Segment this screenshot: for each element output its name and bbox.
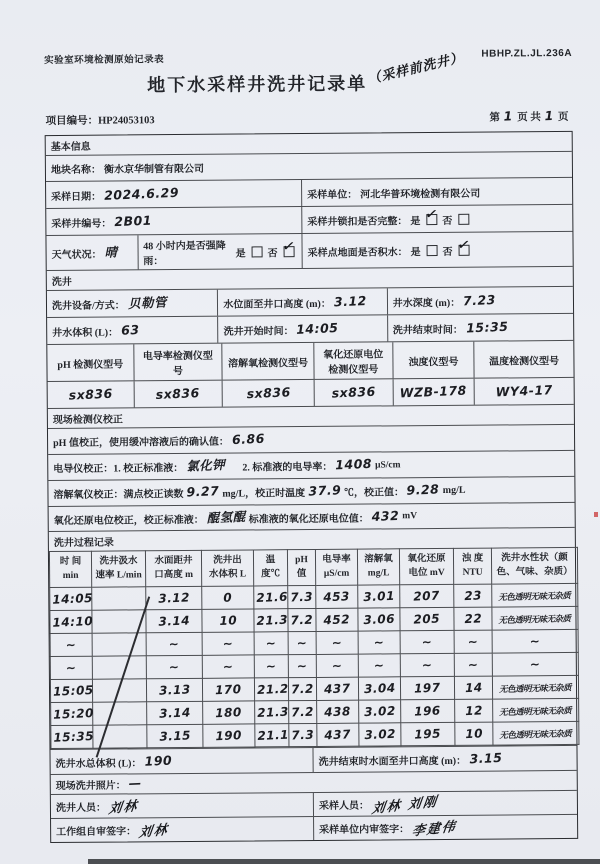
- process-cell: ~: [358, 654, 400, 677]
- process-cell: 7.3: [288, 585, 316, 608]
- process-cell: 180: [203, 701, 255, 724]
- form-title: 地下水采样井洗井记录单: [147, 73, 368, 96]
- page-current-handwritten: 1: [503, 108, 514, 124]
- self-review-label: 工作组自审签字：: [56, 826, 137, 839]
- process-cell: 无色透明无味无杂质: [493, 698, 579, 722]
- orp-standard-solution: 醌氢醌: [206, 508, 246, 526]
- process-cell: ~: [288, 654, 316, 677]
- rain-label: 48 小时内是否强降雨：: [143, 240, 226, 268]
- column-header: 洗井水性状（颜 色、气味、杂质）: [491, 547, 577, 584]
- page-mid: 页 共: [517, 112, 541, 124]
- cond-standard-value: 1408: [334, 456, 373, 473]
- process-cell: ~: [492, 652, 578, 676]
- process-cell: 3.04: [358, 677, 400, 700]
- process-cell: 207: [400, 584, 454, 607]
- yes-checkbox: [427, 245, 438, 256]
- process-cell: 190: [203, 724, 255, 747]
- process-cell: 3.06: [358, 608, 400, 631]
- process-cell: 3.13: [146, 678, 202, 701]
- basic-info-header: 基本信息: [50, 141, 91, 154]
- scanned-form-sheet: [44, 48, 578, 843]
- end-height-value: 3.15: [468, 749, 503, 767]
- process-cell: 437: [317, 723, 359, 746]
- washer-label: 洗井人员：: [55, 802, 106, 815]
- process-cell: ~: [492, 629, 578, 653]
- column-header: 浊 度 NTU: [453, 548, 491, 584]
- site-name-label: 地块名称：: [50, 164, 101, 177]
- document-type-label: 实验室环境检测原始记录表: [44, 55, 165, 67]
- self-review-signature: 刘林: [137, 822, 170, 842]
- process-header: 洗井过程记录: [53, 537, 114, 550]
- process-cell: 无色透明无味无杂质: [492, 675, 578, 699]
- process-cell: [92, 633, 146, 656]
- process-cell: 21.3: [255, 701, 289, 724]
- process-cell: 无色透明无味无杂质: [493, 721, 579, 745]
- ph-calibration-label: pH 值校正，使用缓冲溶液后的确认值：: [53, 436, 229, 450]
- ph-meter-model: sx836: [68, 385, 113, 403]
- process-table: [49, 547, 580, 749]
- process-cell: ~: [50, 633, 92, 656]
- orp-unit: mV: [402, 511, 418, 522]
- table-row: [51, 721, 579, 748]
- check-icon: ✓: [281, 236, 297, 257]
- ph-calibration-value: 6.86: [231, 431, 266, 448]
- process-cell: 437: [316, 677, 358, 700]
- process-cell: 3.02: [359, 700, 401, 723]
- orp-calibration-row: [49, 502, 575, 531]
- weather-value: 晴: [104, 244, 118, 260]
- scan-artifact-red: [594, 512, 598, 517]
- do-meter-header: 溶解氧检测仪型号: [228, 357, 309, 370]
- process-cell: ~: [288, 631, 316, 654]
- process-cell: ~: [254, 655, 288, 678]
- process-cell: 14:10: [50, 610, 92, 633]
- do-reading: 9.27: [186, 483, 220, 500]
- sampling-org-value: 河北华普环境检测有限公司: [360, 188, 481, 201]
- site-name-row: [46, 151, 572, 181]
- no-checkbox: [458, 214, 469, 225]
- process-cell: 21.3: [254, 609, 288, 632]
- column-header: pH 值: [287, 549, 315, 585]
- ph-meter-header: pH 检测仪型号: [57, 358, 124, 371]
- washer-signature: 刘林: [107, 798, 140, 818]
- temp-meter-model: WY4-17: [495, 381, 554, 400]
- process-cell: 无色透明无味无杂质: [492, 606, 578, 630]
- no-label: 否: [267, 247, 278, 259]
- conductivity-meter-model: sx836: [155, 384, 201, 402]
- orp-meter-model: sx836: [331, 383, 376, 401]
- project-number-label: 项目编号：: [45, 115, 99, 128]
- process-cell: ~: [202, 655, 254, 678]
- process-cell: 15:20: [51, 702, 93, 725]
- column-header: 洗井汲水 速率 L/min: [91, 551, 145, 587]
- photo-value: —: [128, 775, 143, 791]
- date-org-row: [46, 177, 572, 208]
- process-cell: ~: [454, 653, 492, 676]
- ponding-label: 采样点地面是否积水：: [307, 246, 408, 259]
- process-cell: 205: [400, 607, 454, 630]
- well-depth-label: 井水深度 (m)：: [392, 297, 461, 309]
- process-cell: ~: [316, 631, 358, 654]
- process-cell: ~: [400, 653, 454, 676]
- sampling-date-label: 采样日期：: [51, 191, 102, 203]
- temp-meter-header: 温度检测仪型号: [489, 355, 560, 368]
- do-meter-model: sx836: [245, 384, 291, 402]
- process-cell: 14: [454, 676, 492, 699]
- do-calibration-row: [48, 476, 574, 506]
- sampling-date-value: 2024.6.29: [103, 184, 180, 203]
- weather-label: 天气状况：: [51, 249, 102, 261]
- yes-checkbox: [252, 246, 263, 257]
- well-number-value: 2B01: [114, 212, 153, 229]
- cond-unit: μS/cm: [375, 459, 401, 470]
- do-cal-label-3: ℃，校正值：: [343, 487, 404, 499]
- instrument-model-row: [48, 377, 574, 408]
- photo-row: [51, 770, 577, 794]
- process-cell: 3.02: [359, 723, 401, 746]
- process-cell: ~: [454, 630, 492, 653]
- process-cell: [93, 702, 147, 725]
- process-cell: 3.12: [146, 586, 202, 609]
- do-temp: 37.9: [307, 482, 342, 499]
- cond-standard-solution: 氯化钾: [185, 457, 226, 474]
- conductivity-calibration-row: [48, 450, 574, 480]
- column-header: 温 度℃: [253, 550, 287, 586]
- process-cell: 195: [401, 722, 455, 745]
- total-volume-label: 洗井水总体积 (L)：: [55, 757, 142, 770]
- process-cell: 7.2: [288, 608, 316, 631]
- record-table: [45, 131, 579, 843]
- process-cell: 3.15: [147, 724, 203, 747]
- process-cell: 21.6: [254, 586, 288, 609]
- device-depth-row: [47, 286, 573, 317]
- well-volume-label: 井水体积 (L)：: [52, 327, 119, 339]
- yes-label: 是: [410, 215, 421, 227]
- conductivity-meter-header: 电导率检测仪型号: [142, 350, 213, 378]
- turbidity-meter-model: WZB-178: [399, 382, 468, 401]
- no-checkbox: [281, 236, 297, 257]
- process-cell: 21.2: [254, 678, 288, 701]
- process-cell: 438: [317, 700, 359, 723]
- process-cell: 10: [202, 609, 254, 632]
- yes-label: 是: [410, 246, 421, 258]
- cond-cal-label-1: 电导仪校正：1. 校正标准液：: [53, 462, 184, 476]
- do-value: 9.28: [406, 481, 441, 499]
- do-cal-label-2: mg/L，校正时温度: [222, 488, 306, 500]
- section-calibration: [48, 404, 574, 428]
- instrument-header-row: [47, 340, 573, 381]
- water-height-label: 水位面至井口高度 (m)：: [223, 298, 331, 311]
- process-cell: 452: [316, 608, 358, 631]
- process-cell: 15:05: [50, 679, 92, 702]
- end-time-value: 15:35: [465, 318, 509, 336]
- start-time-label: 洗井开始时间：: [223, 325, 294, 338]
- process-cell: ~: [146, 655, 202, 678]
- cond-cal-label-2: 2. 标准液的电导率：: [242, 461, 333, 474]
- total-volume-value: 190: [144, 752, 173, 769]
- process-cell: 10: [455, 722, 493, 745]
- well-volume-value: 63: [120, 321, 140, 338]
- process-cell: 7.2: [288, 677, 316, 700]
- calibration-header: 现场检测仪校正: [52, 414, 123, 427]
- section-washing: [47, 266, 573, 290]
- process-cell: ~: [316, 654, 358, 677]
- page-prefix: 第: [489, 112, 501, 124]
- handwritten-title-annotation: （采样前洗井）: [366, 50, 466, 88]
- no-label: 否: [442, 215, 453, 227]
- page-suffix: 页: [557, 111, 569, 124]
- project-number-value: HP24053103: [98, 115, 155, 127]
- internal-review-label: 采样单位内审签字：: [319, 824, 410, 836]
- no-checkbox: [456, 234, 472, 256]
- end-height-label: 洗井结束时水面至井口高度 (m)：: [318, 755, 467, 768]
- yes-label: 是: [235, 247, 246, 260]
- process-cell: ~: [358, 631, 400, 654]
- process-cell: 7.2: [289, 700, 317, 723]
- water-height-value: 3.12: [333, 292, 367, 310]
- orp-cal-label-1: 氧化还原电位校正，校正标准液：: [53, 514, 204, 527]
- process-cell: 170: [202, 678, 254, 701]
- page-total-handwritten: 1: [544, 107, 555, 124]
- device-value: 贝勒管: [127, 294, 168, 311]
- process-cell: 7.3: [289, 723, 317, 746]
- lock-intact-label: 采样井锁扣是否完整：: [307, 215, 408, 228]
- column-header: 电导率 μS/cm: [315, 549, 357, 585]
- process-cell: 453: [316, 585, 358, 608]
- column-header: 溶解氧 mg/L: [357, 549, 399, 585]
- process-header-row: [49, 547, 577, 587]
- yes-checkbox: [423, 204, 440, 225]
- project-row: [44, 107, 572, 129]
- column-header: 时 间 min: [49, 551, 91, 587]
- process-cell: ~: [202, 632, 254, 655]
- photo-label: 现场洗井照片：: [55, 780, 126, 793]
- end-time-label: 洗井结束时间：: [392, 324, 463, 336]
- process-cell: ~: [50, 656, 92, 679]
- scan-edge-strip: [88, 859, 600, 864]
- process-cell: 15:35: [51, 725, 93, 748]
- process-cell: ~: [400, 630, 454, 653]
- orp-standard-value: 432: [371, 507, 400, 524]
- well-number-label: 采样井编号：: [51, 218, 112, 230]
- form-meta-row: [44, 48, 572, 66]
- process-cell: 3.14: [146, 609, 202, 632]
- process-cell: 3.14: [147, 701, 203, 724]
- no-label: 否: [442, 246, 453, 258]
- device-label: 洗井设备/方式：: [51, 299, 125, 312]
- review-row: [51, 814, 577, 842]
- well-depth-value: 7.23: [462, 291, 497, 309]
- sampler-label: 采样人员：: [318, 800, 369, 812]
- site-name-value: 衡水京华制管有限公司: [103, 163, 204, 176]
- sampling-org-label: 采样单位：: [307, 189, 358, 201]
- process-cell: 197: [400, 676, 454, 699]
- orp-cal-label-2: 标准液的氧化还原电位值：: [248, 513, 369, 525]
- turbidity-meter-header: 浊度仪型号: [408, 356, 459, 368]
- column-header: 氧化还原 电位 mV: [399, 548, 453, 584]
- orp-meter-header: 氧化还原电位 检测仪型号: [323, 349, 384, 376]
- process-cell: 14:05: [50, 587, 92, 610]
- process-cell: 0: [202, 586, 254, 609]
- internal-review-signature: 李建伟: [410, 819, 458, 840]
- process-cell: 12: [455, 699, 493, 722]
- process-cell: ~: [254, 632, 288, 655]
- washing-header: 洗井: [51, 276, 72, 289]
- do-cal-label-1: 溶解氧仪校正：满点校正读数: [53, 488, 184, 502]
- process-cell: 21.1: [255, 724, 289, 747]
- column-header: 洗井出 水体积 L: [201, 550, 253, 586]
- process-cell: 23: [454, 584, 492, 607]
- do-cal-label-4: mg/L: [442, 484, 466, 496]
- personnel-row: [51, 790, 577, 818]
- process-cell: [92, 656, 146, 679]
- check-icon: ✓: [423, 204, 440, 224]
- weather-row: [46, 231, 572, 270]
- ph-calibration-row: [48, 424, 574, 454]
- sampler-signature: 刘林 刘刚: [370, 794, 439, 818]
- start-time-value: 14:05: [296, 319, 340, 337]
- well-no-lock-row: [46, 204, 572, 235]
- process-cell: 无色透明无味无杂质: [492, 583, 578, 607]
- process-cell: 3.01: [358, 585, 400, 608]
- volume-time-row: [47, 313, 573, 344]
- column-header: 水面距井 口高度 m: [145, 550, 201, 586]
- total-volume-row: [50, 745, 576, 774]
- process-cell: 196: [401, 699, 455, 722]
- check-icon: ✓: [456, 234, 472, 255]
- process-cell: 22: [454, 607, 492, 630]
- process-cell: [92, 587, 146, 610]
- process-table-wrap: [49, 547, 577, 749]
- form-code: HBHP.ZL.JL.236A: [481, 47, 573, 60]
- process-cell: ~: [146, 632, 202, 655]
